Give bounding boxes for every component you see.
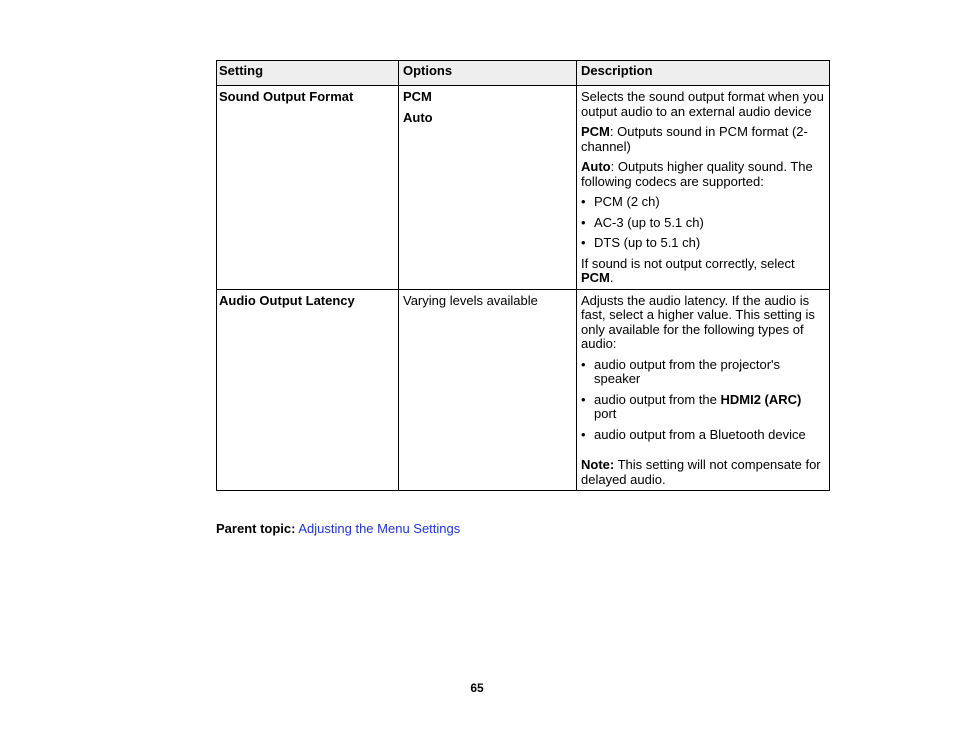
setting-cell (217, 289, 399, 491)
description-text (581, 125, 827, 154)
table-row (217, 289, 830, 491)
description-cell (577, 86, 830, 290)
table-row (217, 86, 830, 290)
option-term: Auto (581, 159, 611, 174)
parent-topic-link[interactable]: Adjusting the Menu Settings (298, 521, 461, 536)
options-cell (399, 289, 577, 491)
option-value: Auto (403, 109, 433, 125)
header-setting: Setting (217, 61, 399, 86)
option-term: PCM (581, 124, 610, 139)
header-options: Options (399, 61, 577, 86)
settings-table (216, 60, 830, 491)
list-item-text: port (594, 406, 617, 421)
punctuation: . (609, 270, 614, 285)
parent-topic (216, 522, 460, 537)
option-value: PCM (403, 89, 432, 104)
option-explanation: : Outputs higher quality sound. The following codecs are supported: (581, 159, 813, 189)
header-description: Description (577, 61, 830, 86)
description-text: Selects the sound output format when you output audio to an external audio device (581, 89, 824, 119)
setting-name: Audio Output Latency (219, 292, 355, 308)
setting-name: Sound Output Format (219, 89, 354, 104)
list-item (581, 393, 827, 422)
note-label: Note: (581, 457, 615, 472)
description-text (581, 160, 827, 189)
list-item: • audio output from the projector's speaker (581, 358, 827, 387)
fallback-text: If sound is not output correctly, select (581, 255, 795, 271)
list-item: • audio output from a Bluetooth device (581, 428, 827, 443)
description-text (581, 257, 827, 286)
audio-type-list (581, 358, 827, 443)
table-header-row (217, 61, 830, 86)
options-cell (399, 86, 577, 290)
list-item-text: audio output from the (594, 391, 721, 407)
port-name: HDMI2 (ARC) (720, 391, 802, 407)
list-item: • DTS (up to 5.1 ch) (581, 236, 827, 251)
page-number: 65 (470, 681, 484, 695)
note-text (581, 458, 827, 487)
list-item: • PCM (2 ch) (581, 195, 827, 210)
parent-topic-label: Parent topic: (216, 521, 296, 536)
codec-list (581, 195, 827, 251)
description-text: Adjusts the audio latency. If the audio is fast, select a higher value. This setting is only available for the following types of audio: (581, 292, 815, 351)
list-item: • AC-3 (up to 5.1 ch) (581, 216, 827, 231)
setting-cell (217, 86, 399, 290)
option-term: PCM (581, 270, 610, 285)
note-body: This setting will not compensate for delayed audio. (581, 457, 821, 487)
option-explanation: : Outputs sound in PCM format (2-channel) (581, 124, 808, 154)
description-cell (577, 289, 830, 491)
option-value: Varying levels available (403, 292, 538, 308)
